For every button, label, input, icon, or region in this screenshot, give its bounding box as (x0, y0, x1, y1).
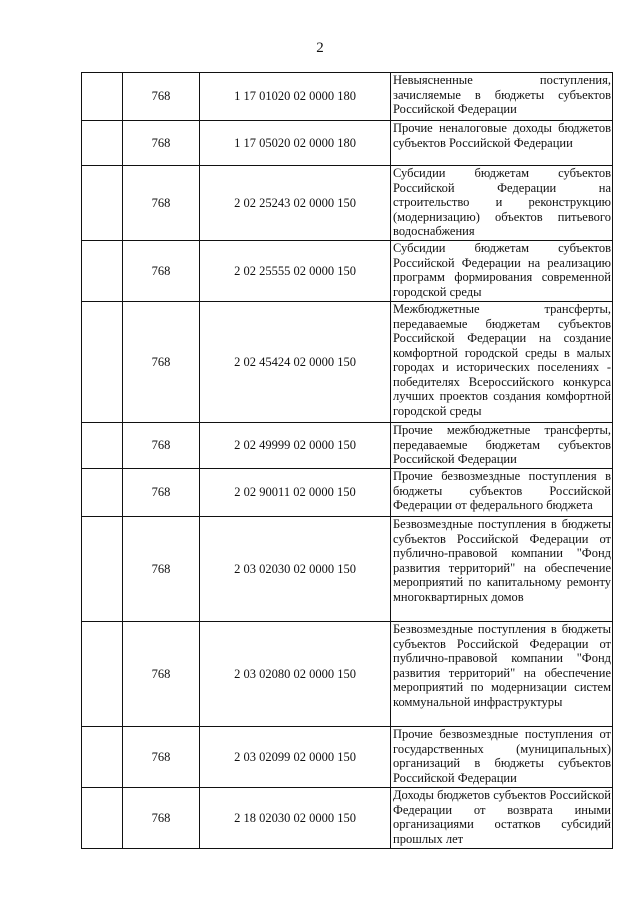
admin-code-cell: 768 (123, 302, 200, 423)
empty-cell (82, 469, 123, 517)
empty-cell (82, 166, 123, 241)
admin-code-cell: 768 (123, 517, 200, 622)
admin-code-cell: 768 (123, 166, 200, 241)
table-row (82, 788, 613, 849)
revenue-code-cell: 2 18 02030 02 0000 150 (200, 788, 391, 849)
admin-code-cell: 768 (123, 241, 200, 302)
admin-code-cell: 768 (123, 423, 200, 469)
revenue-name-cell: Субсидии бюджетам субъектов Российской Федерации на строительство и реконструкцию (модернизацию) объектов питьевого водоснабжения (391, 166, 613, 241)
table-row (82, 727, 613, 788)
empty-cell (82, 423, 123, 469)
revenue-name-cell: Прочие безвозмездные поступления от государственных (муниципальных) организаций в бюджеты субъектов Российской Федерации (391, 727, 613, 788)
table-row (82, 423, 613, 469)
empty-cell (82, 517, 123, 622)
table-row (82, 302, 613, 423)
admin-code-cell: 768 (123, 121, 200, 166)
table-row (82, 622, 613, 727)
admin-code-cell: 768 (123, 622, 200, 727)
table-row (82, 166, 613, 241)
revenue-name-cell: Субсидии бюджетам субъектов Российской Федерации на реализацию программ формирования современной городской среды (391, 241, 613, 302)
empty-cell (82, 73, 123, 121)
revenue-code-cell: 2 02 25243 02 0000 150 (200, 166, 391, 241)
revenue-code-cell: 2 03 02080 02 0000 150 (200, 622, 391, 727)
table-row (82, 73, 613, 121)
empty-cell (82, 788, 123, 849)
table-row (82, 241, 613, 302)
revenue-code-cell: 2 02 49999 02 0000 150 (200, 423, 391, 469)
admin-code-cell: 768 (123, 788, 200, 849)
revenue-name-cell: Прочие безвозмездные поступления в бюджеты субъектов Российской Федерации от федерального бюджета (391, 469, 613, 517)
revenue-code-cell: 2 02 25555 02 0000 150 (200, 241, 391, 302)
revenue-name-cell: Прочие неналоговые доходы бюджетов субъектов Российской Федерации (391, 121, 613, 166)
budget-revenue-table (81, 72, 613, 849)
revenue-code-cell: 2 02 45424 02 0000 150 (200, 302, 391, 423)
revenue-name-cell: Доходы бюджетов субъектов Российской Федерации от возврата иными организациями остатков субсидий прошлых лет (391, 788, 613, 849)
revenue-name-cell: Невыясненные поступления, зачисляемые в бюджеты субъектов Российской Федерации (391, 73, 613, 121)
revenue-name-cell: Межбюджетные трансферты, передаваемые бюджетам субъектов Российской Федерации на создание комфортной городской среды в малых городах и исторических поселениях - победителях Всероссийского конкурса лучших проектов создания комфортной городской среды (391, 302, 613, 423)
revenue-name-cell: Безвозмездные поступления в бюджеты субъектов Российской Федерации от публично-правовой компании "Фонд развития территорий" на обеспечение мероприятий по модернизации систем коммунальной инфраструктуры (391, 622, 613, 727)
empty-cell (82, 727, 123, 788)
revenue-code-cell: 1 17 05020 02 0000 180 (200, 121, 391, 166)
table-row (82, 517, 613, 622)
revenue-name-cell: Прочие межбюджетные трансферты, передаваемые бюджетам субъектов Российской Федерации (391, 423, 613, 469)
empty-cell (82, 241, 123, 302)
revenue-code-cell: 2 03 02030 02 0000 150 (200, 517, 391, 622)
empty-cell (82, 121, 123, 166)
empty-cell (82, 622, 123, 727)
revenue-code-cell: 2 02 90011 02 0000 150 (200, 469, 391, 517)
table-row (82, 121, 613, 166)
revenue-code-cell: 2 03 02099 02 0000 150 (200, 727, 391, 788)
admin-code-cell: 768 (123, 727, 200, 788)
table-row (82, 469, 613, 517)
revenue-name-cell: Безвозмездные поступления в бюджеты субъектов Российской Федерации от публично-правовой компании "Фонд развития территорий" на обеспечение мероприятий по капитальному ремонту многоквартирных домов (391, 517, 613, 622)
page-number: 2 (316, 40, 324, 56)
admin-code-cell: 768 (123, 469, 200, 517)
admin-code-cell: 768 (123, 73, 200, 121)
revenue-code-cell: 1 17 01020 02 0000 180 (200, 73, 391, 121)
empty-cell (82, 302, 123, 423)
